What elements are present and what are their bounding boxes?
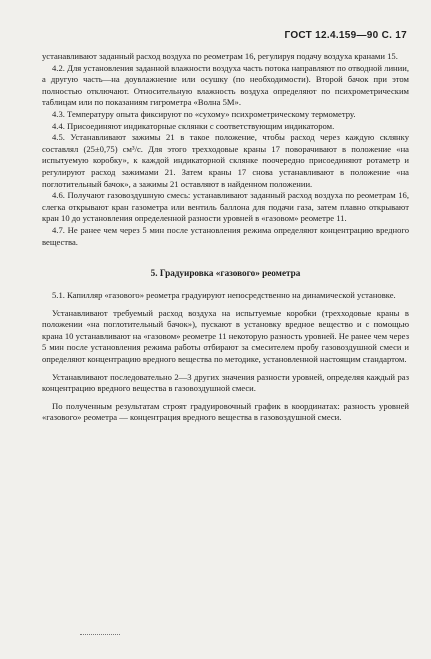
paragraph-4-6: 4.6. Получают газовоздушную смесь: устанавливают заданный расход воздуха по реометрам 16, слегка открывают кран газометра или вентиль баллона для подачи газа, затем плавно открывают кран 10 до установления определенной разности уровней в «газовом» реометре 11. (42, 190, 409, 224)
paragraph-4-1-continuation: устанавливают заданный расход воздуха по реометрам 16, регулируя подачу воздуха кранами 15. (42, 51, 398, 61)
paragraph-calibration-graph: По полученным результатам строят градуировочный график в координатах: разность уровней «газового» реометра — концентрация вредного вещества в газовоздушной смеси. (42, 400, 409, 423)
paragraph-4-3: 4.3. Температуру опыта фиксируют по «сухому» психрометрическому термометру. (52, 108, 356, 119)
top-paragraphs (42, 51, 409, 248)
section-title: 5. Градуировка «газового» реометра (150, 268, 301, 279)
bottom-paragraphs (42, 290, 409, 424)
paragraph-4-7: 4.7. Не ранее чем через 5 мин после установления режима определяют концентрацию вредного вещества. (42, 224, 409, 247)
paragraph-4-2: 4.2. Для установления заданной влажности воздуха часть потока направляют по отводной линии, а другую часть—на доувлажнение или осушку (по необходимости). Второй бачок при этом полностью отключают. Относительную влажность воздуха определяют по психрометрическим таблицам или по показаниям гигрометра «Волна 5М». (42, 62, 409, 108)
paragraph-4-4: 4.4. Присоединяют индикаторные склянки с соответствующим индикатором. (52, 120, 335, 131)
paragraph-4-5: 4.5. Устанавливают зажимы 21 в такое положение, чтобы расход через каждую склянку составлял (25±0,75) см³/с. Для этого трехходовые краны 17 поворачивают в положение «на испытуемую коробку», к каждой индикаторной склянке поочередно присоединяют ротаметр и регулируют расход зажимами 21. Затем краны 17 снова устанавливают в положение «на поглотительный бачок», а зажимы 21 оставляют в найденном положении. (42, 132, 409, 189)
footer-mark (80, 634, 120, 637)
paragraph-5-1: 5.1. Капилляр «газового» реометра градуируют непосредственно на динамической установке. (52, 290, 396, 301)
paragraph-calibration-procedure: Устанавливают требуемый расход воздуха на испытуемые коробки (трехходовые краны в положении «на поглотительный бачок»), пускают в установку вредное вещество и с помощью крана 10 устанавливают на «газовом» реометре 11 некоторую разность уровней. Не ранее чем через 5 мин после установления режима работы отбирают за смесителем пробу газовоздушной смеси и определяют концентрацию вредного вещества по методике, установленной настоящим стандартом. (42, 307, 409, 365)
page-header: ГОСТ 12.4.159—90 С. 17 (284, 30, 407, 41)
paragraph-repeat-measurements: Устанавливают последовательно 2—3 других значения разности уровней, определяя каждый раз концентрацию вредного вещества в газовоздушной смеси. (42, 371, 409, 394)
